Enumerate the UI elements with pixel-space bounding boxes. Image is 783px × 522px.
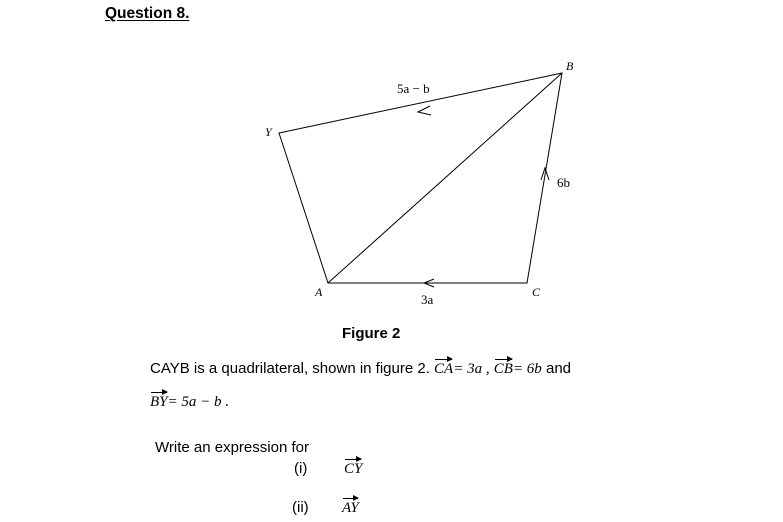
vector-by: BY — [150, 391, 168, 411]
vertex-label-a: A — [315, 285, 323, 299]
part-ii — [292, 499, 412, 521]
vector-ca-value: = 3a , — [453, 361, 490, 377]
part-i — [294, 460, 414, 482]
and-word: and — [545, 360, 572, 377]
quadrilateral-outline — [279, 73, 562, 283]
part-i-label: (i) — [294, 460, 308, 477]
vector-cb: CB — [494, 358, 513, 378]
question-heading: Question 8. — [105, 5, 190, 22]
vector-cb-value: = 6b — [512, 361, 542, 377]
edge-label-cb: 6b — [557, 175, 570, 190]
statement-text: CAYB is a quadrilateral, shown in figure 2. — [150, 360, 430, 377]
part-ii-vector: AY — [342, 497, 359, 517]
statement-line-2 — [150, 391, 229, 411]
statement-line-1 — [150, 358, 571, 378]
arrow-by-icon — [418, 106, 431, 115]
figure-caption: Figure 2 — [342, 325, 401, 342]
vertex-label-b: B — [566, 59, 574, 73]
diagonal-ab — [328, 73, 562, 283]
edge-label-by: 5a − b — [397, 81, 430, 96]
part-ii-label: (ii) — [292, 499, 309, 516]
edge-label-ca: 3a — [421, 292, 434, 307]
vertex-label-y: Y — [265, 125, 272, 139]
vertex-label-c: C — [532, 285, 541, 299]
vector-by-value: = 5a − b . — [167, 394, 230, 410]
vector-ca: CA — [434, 358, 453, 378]
part-i-vector: CY — [344, 458, 362, 478]
question-prompt: Write an expression for — [155, 439, 309, 456]
